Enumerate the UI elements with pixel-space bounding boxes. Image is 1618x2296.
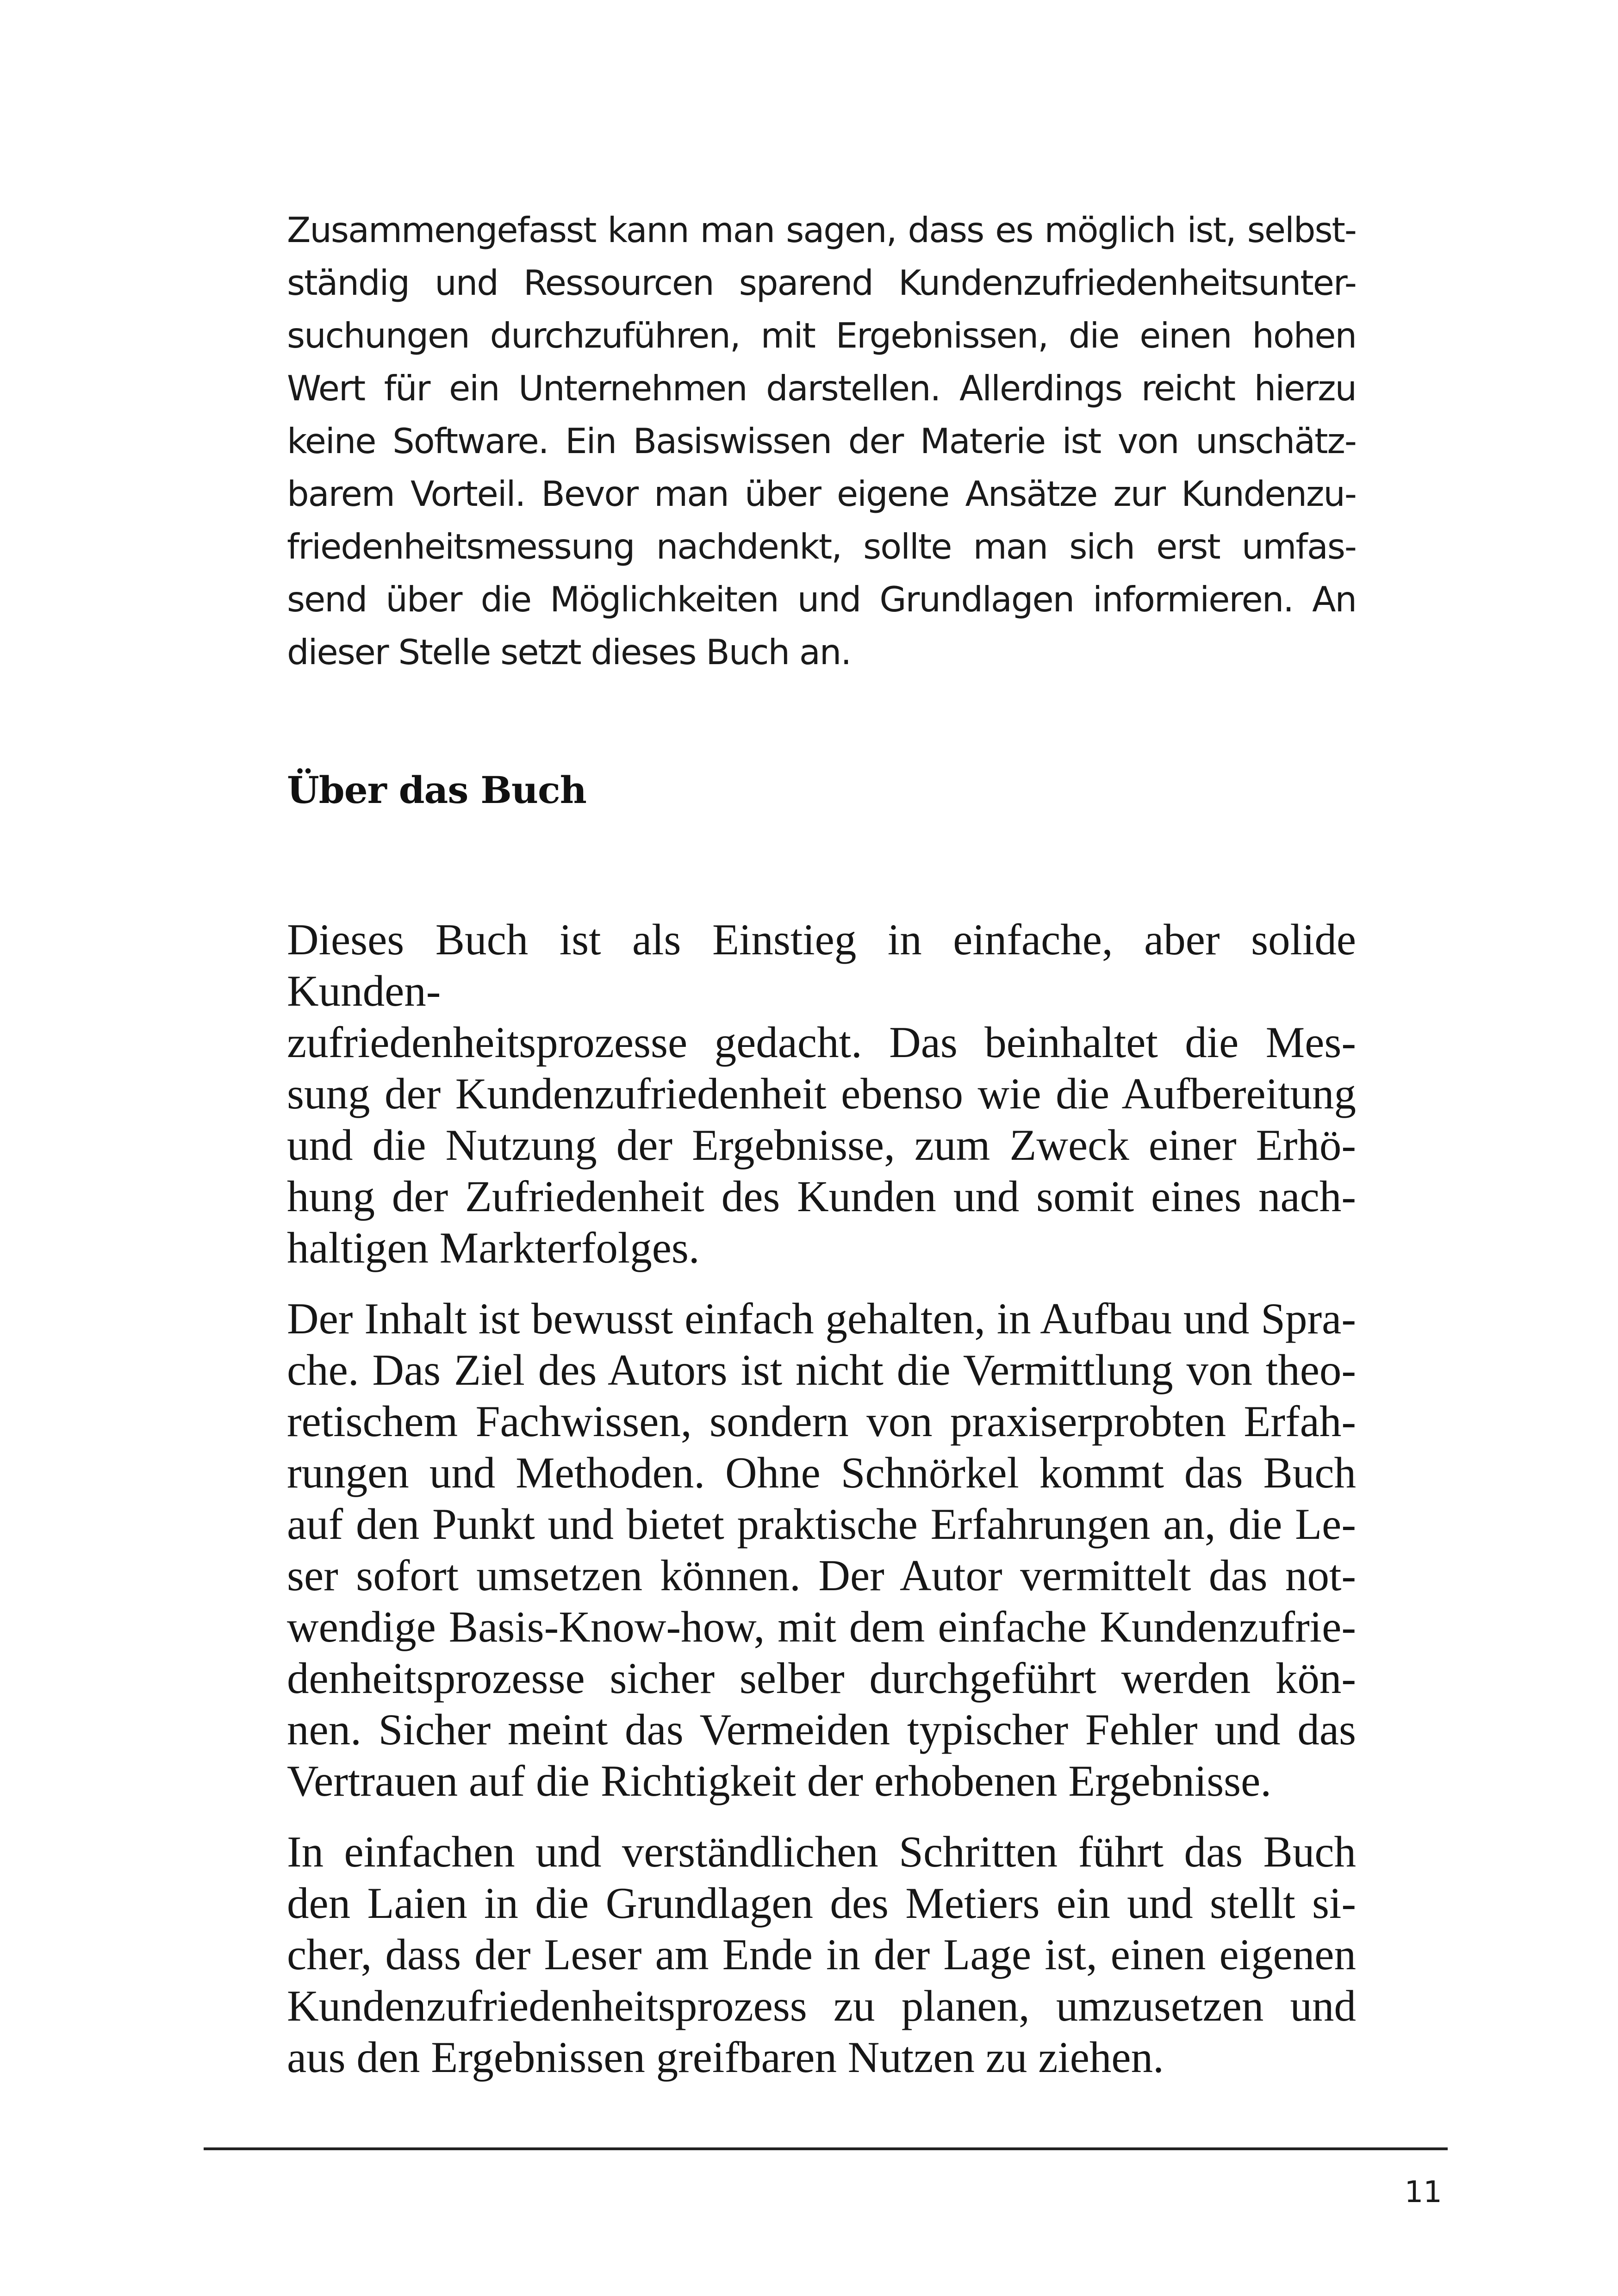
text-line: Vertrauen auf die Richtigkeit der erhobenen Ergebnisse. [287,1756,1272,1805]
text-line: nen. Sicher meint das Vermeiden typischer Fehler und das [287,1705,1356,1754]
text-line: hung der Zufriedenheit des Kunden und somit eines nach- [287,1172,1356,1221]
text-line: ser sofort umsetzen können. Der Autor vermittelt das not- [287,1551,1356,1600]
text-line: dieser Stelle setzt dieses Buch an. [287,632,851,672]
paragraph-2 [287,1293,1356,1807]
intro-paragraph [287,204,1356,678]
text-line: suchungen durchzuführen, mit Ergebnissen, die einen hohen [287,315,1356,356]
text-line: send über die Möglichkeiten und Grundlagen informieren. An [287,579,1356,620]
text-line: den Laien in die Grundlagen des Metiers ein und stellt si- [287,1879,1356,1928]
text-line: denheitsprozesse sicher selber durchgeführt werden kön- [287,1654,1356,1703]
text-line: retischem Fachwissen, sondern von praxiserprobten Erfah- [287,1397,1356,1446]
text-line: ständig und Ressourcen sparend Kundenzufriedenheitsunter- [287,262,1356,303]
text-line: keine Software. Ein Basiswissen der Materie ist von unschätz- [287,421,1356,461]
text-line: wendige Basis-Know-how, mit dem einfache Kundenzufrie- [287,1602,1356,1651]
text-line: In einfachen und verständlichen Schritten führt das Buch [287,1827,1356,1876]
text-line: haltigen Markterfolges. [287,1223,700,1272]
footer-divider [204,2147,1448,2150]
text-line: Kundenzufriedenheitsprozess zu planen, umzusetzen und [287,1981,1356,2030]
section-body [287,914,1356,2103]
text-line: barem Vorteil. Bevor man über eigene Ansätze zur Kundenzu- [287,473,1356,514]
text-line: friedenheitsmessung nachdenkt, sollte man sich erst umfas- [287,526,1356,567]
text-line: cher, dass der Leser am Ende in der Lage ist, einen eigenen [287,1930,1356,1979]
text-line: Dieses Buch ist als Einstieg in einfache, aber solide Kunden- [287,915,1356,1015]
text-line: Zusammengefasst kann man sagen, dass es möglich ist, selbst- [287,210,1356,250]
page-number: 11 [1404,2175,1442,2209]
text-line: Der Inhalt ist bewusst einfach gehalten, in Aufbau und Spra- [287,1294,1356,1343]
text-line: und die Nutzung der Ergebnisse, zum Zweck einer Erhö- [287,1120,1356,1170]
section-heading: Über das Buch [287,768,586,812]
paragraph-3 [287,1826,1356,2083]
text-line: zufriedenheitsprozesse gedacht. Das beinhaltet die Mes- [287,1018,1356,1067]
text-line: aus den Ergebnissen greifbaren Nutzen zu ziehen. [287,2033,1164,2082]
text-line: Wert für ein Unternehmen darstellen. Allerdings reicht hierzu [287,368,1356,409]
text-line: auf den Punkt und bietet praktische Erfahrungen an, die Le- [287,1500,1356,1549]
paragraph-1 [287,914,1356,1274]
text-line: che. Das Ziel des Autors ist nicht die Vermittlung von theo- [287,1345,1356,1394]
text-line: sung der Kundenzufriedenheit ebenso wie die Aufbereitung [287,1069,1356,1118]
text-line: rungen und Methoden. Ohne Schnörkel kommt das Buch [287,1448,1356,1497]
